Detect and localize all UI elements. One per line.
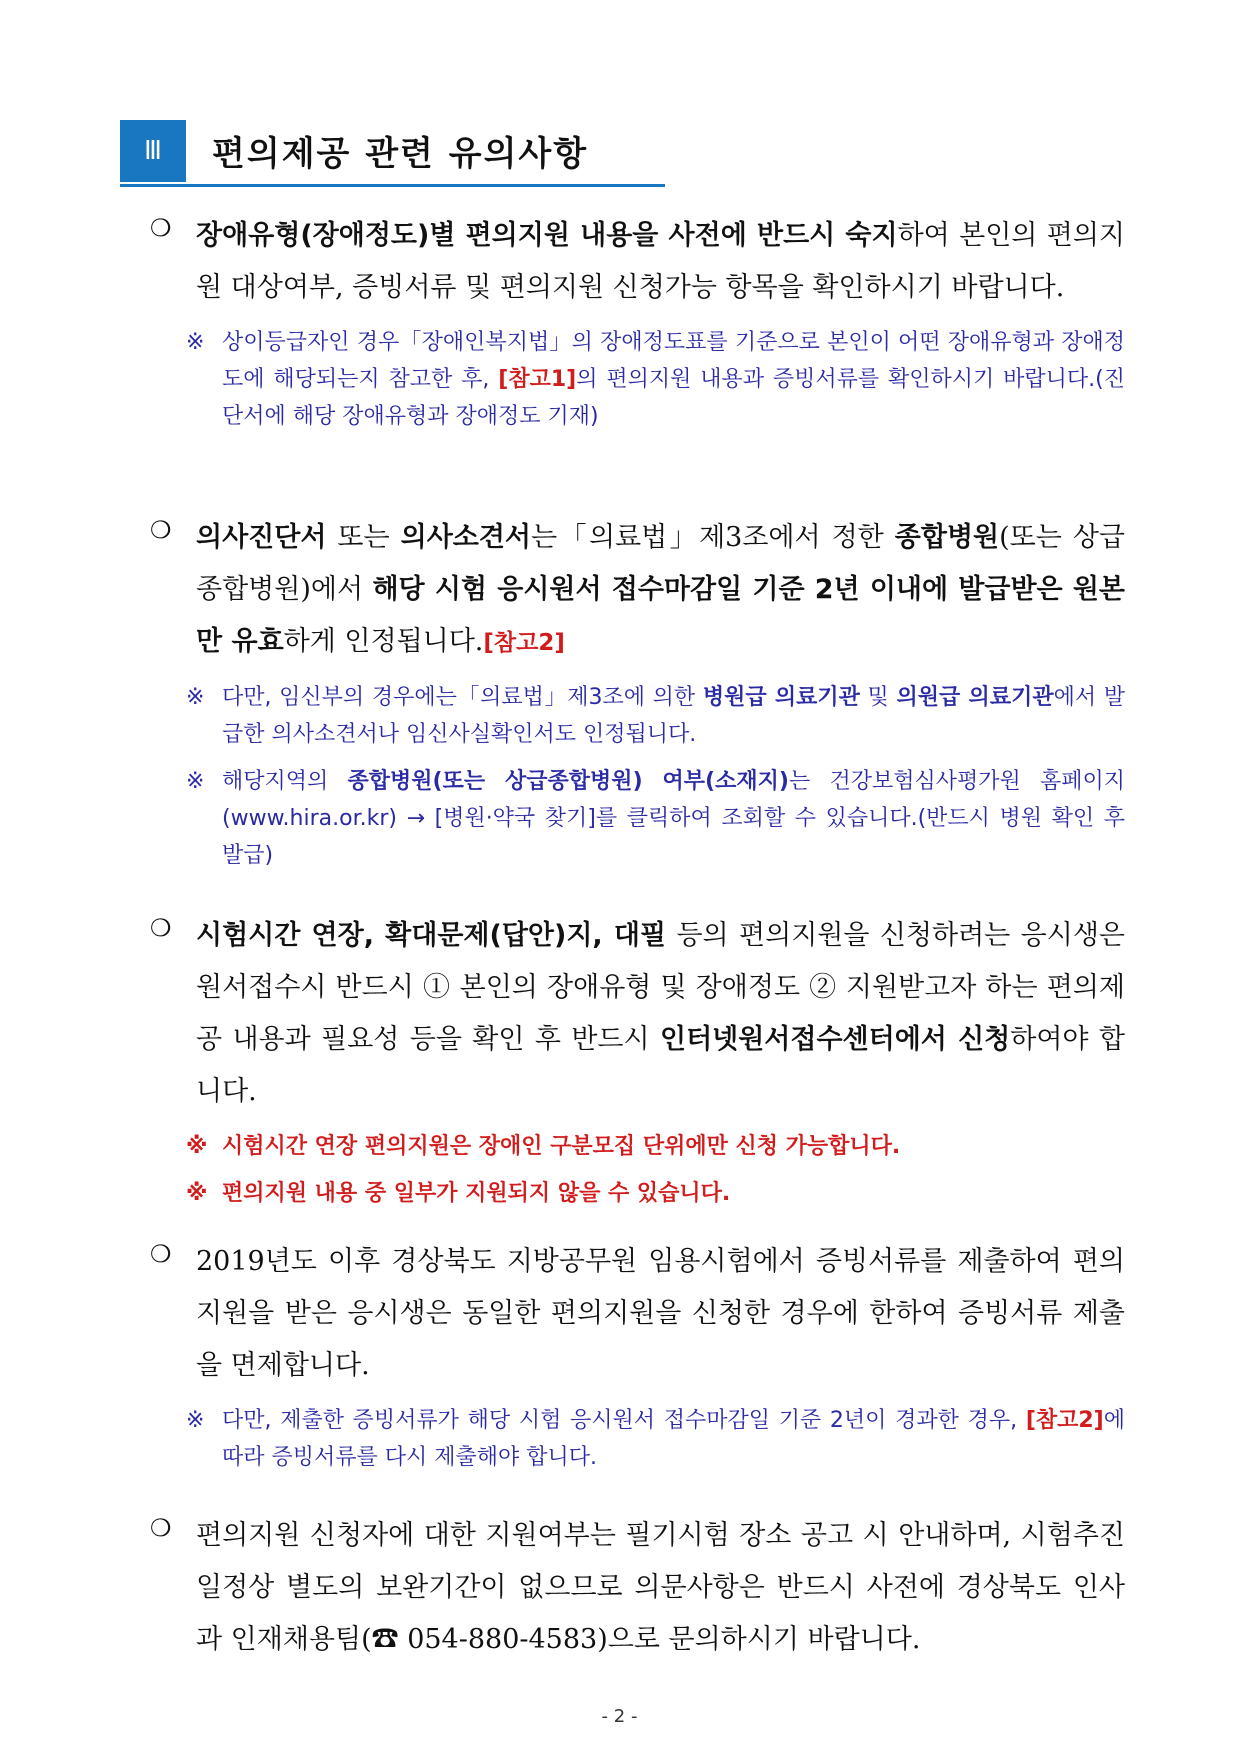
reference-mark-icon: ※ [186,330,205,355]
reference-link: [참고2] [483,630,565,656]
reference-mark-icon: ※ [186,685,205,710]
bullet-text: 시험시간 연장, 확대문제(답안)지, 대필 등의 편의지원을 신청하려는 응시생은 원서접수시 반드시 ① 본인의 장애유형 및 장애정도 ② 지원받고자 하는 편의제공 내용과 필요성 등을 확인 후 반드시 인터넷원서접수센터에서 신청하여야 합니다. [196,920,1125,1107]
heading-underline [120,184,665,187]
reference-mark-icon: ※ [186,769,205,794]
bullet-item-4 [150,1236,1125,1476]
reference-mark-icon: ※ [186,1181,208,1206]
section-title: 편의제공 관련 유의사항 [212,134,589,174]
note-warning: ※ 편의지원 내용 중 일부가 지원되지 않을 수 있습니다. [186,1175,1125,1212]
circle-bullet-icon: ❍ [150,1240,172,1268]
bullet-item-3 [150,910,1125,1212]
note: ※ 다만, 제출한 증빙서류가 해당 시험 응시원서 접수마감일 기준 2년이 경과한 경우, [참고2]에 따라 증빙서류를 다시 제출해야 합니다. [186,1402,1125,1476]
circle-bullet-icon: ❍ [150,1514,172,1542]
note: ※ 상이등급자인 경우「장애인복지법」의 장애정도표를 기준으로 본인이 어떤 장애유형과 장애정도에 해당되는지 참고한 후, [참고1]의 편의지원 내용과 증빙서류를 확인하시기 바랍니다.(진단서에 해당 장애유형과 장애정도 기재) [186,324,1125,435]
bullet-item-1 [150,210,1125,435]
circle-bullet-icon: ❍ [150,214,172,242]
circle-bullet-icon: ❍ [150,516,172,544]
section-number: Ⅲ [120,120,186,182]
circle-bullet-icon: ❍ [150,914,172,942]
section-heading [120,118,660,188]
bullet-item-2 [150,512,1125,874]
bullet-item-5 [150,1510,1125,1666]
bullet-text: 편의지원 신청자에 대한 지원여부는 필기시험 장소 공고 시 안내하며, 시험추진 일정상 별도의 보완기간이 없으므로 의문사항은 반드시 사전에 경상북도 인사과 인재채용팀(☎ 054-880-4583)으로 문의하시기 바랍니다. [196,1520,1125,1655]
note: ※ 해당지역의 종합병원(또는 상급종합병원) 여부(소재지)는 건강보험심사평가원 홈페이지(www.hira.or.kr) → [병원·약국 찾기]를 클릭하여 조회할 수 있습니다.(반드시 병원 확인 후 발급) [186,763,1125,874]
page-number: - 2 - [601,1706,638,1727]
bullet-text: 장애유형(장애정도)별 편의지원 내용을 사전에 반드시 숙지하여 본인의 편의지원 대상여부, 증빙서류 및 편의지원 신청가능 항목을 확인하시기 바랍니다. [196,220,1125,303]
bullet-text: 의사진단서 또는 의사소견서는「의료법」제3조에서 정한 종합병원(또는 상급종합병원)에서 해당 시험 응시원서 접수마감일 기준 2년 이내에 발급받은 원본만 유효하게 인정됩니다.[참고2] [196,522,1125,657]
note: ※ 다만, 임신부의 경우에는「의료법」제3조에 의한 병원급 의료기관 및 의원급 의료기관에서 발급한 의사소견서나 임신사실확인서도 인정됩니다. [186,679,1125,753]
bullet-text: 2019년도 이후 경상북도 지방공무원 임용시험에서 증빙서류를 제출하여 편의지원을 받은 응시생은 동일한 편의지원을 신청한 경우에 한하여 증빙서류 제출을 면제합니다. [196,1246,1125,1381]
note-warning: ※ 시험시간 연장 편의지원은 장애인 구분모집 단위에만 신청 가능합니다. [186,1128,1125,1165]
reference-mark-icon: ※ [186,1134,208,1159]
reference-mark-icon: ※ [186,1408,205,1433]
